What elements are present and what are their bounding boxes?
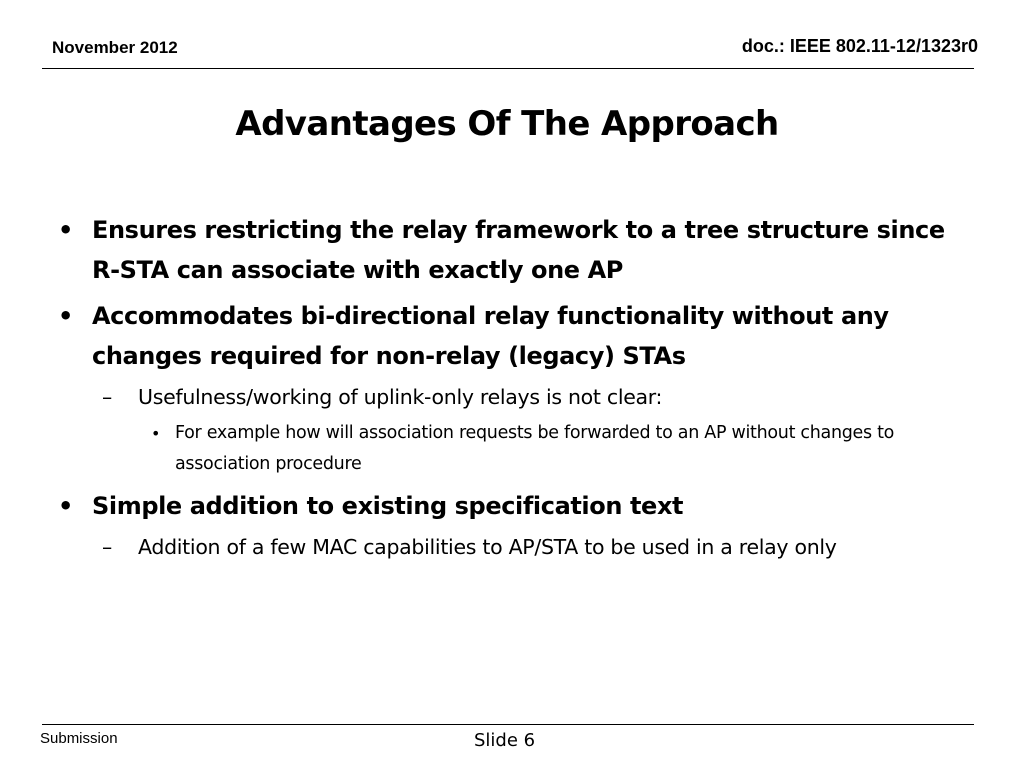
header-date: November 2012 xyxy=(52,38,178,57)
dash-marker: – xyxy=(102,385,112,409)
header-divider xyxy=(42,68,974,69)
bullet-text: Accommodates bi-directional relay functionality without any changes required for non-relay (legacy) STAs xyxy=(92,302,889,370)
bullet-item xyxy=(58,210,968,290)
dash-marker: – xyxy=(102,535,112,559)
bullet-marker: • xyxy=(58,216,73,244)
bullet-marker: • xyxy=(58,302,73,330)
bullet-item xyxy=(58,486,968,526)
bullet-marker: • xyxy=(58,492,73,520)
sub-sub-bullet-text: For example how will association requests be forwarded to an AP without changes to association procedure xyxy=(175,423,895,474)
sub-bullet-text: Addition of a few MAC capabilities to AP/STA to be used in a relay only xyxy=(138,535,837,559)
bullet-text: Ensures restricting the relay framework to a tree structure since R-STA can associate with exactly one AP xyxy=(92,216,945,284)
sub-bullet-item xyxy=(58,532,968,562)
bullet-marker: • xyxy=(151,424,161,443)
footer-divider xyxy=(42,724,974,725)
slide-title: Advantages Of The Approach xyxy=(235,104,779,144)
bullet-item xyxy=(58,296,968,376)
slide-number: Slide 6 xyxy=(474,730,536,751)
sub-bullet-item xyxy=(58,382,968,412)
bullet-list xyxy=(58,210,968,568)
footer-submission-label: Submission xyxy=(40,730,118,747)
header-doc-id: doc.: IEEE 802.11-12/1323r0 xyxy=(741,36,978,56)
sub-bullet-text: Usefulness/working of uplink-only relays is not clear: xyxy=(138,385,663,409)
sub-sub-bullet-item xyxy=(58,418,968,480)
bullet-text: Simple addition to existing specification text xyxy=(92,492,684,520)
